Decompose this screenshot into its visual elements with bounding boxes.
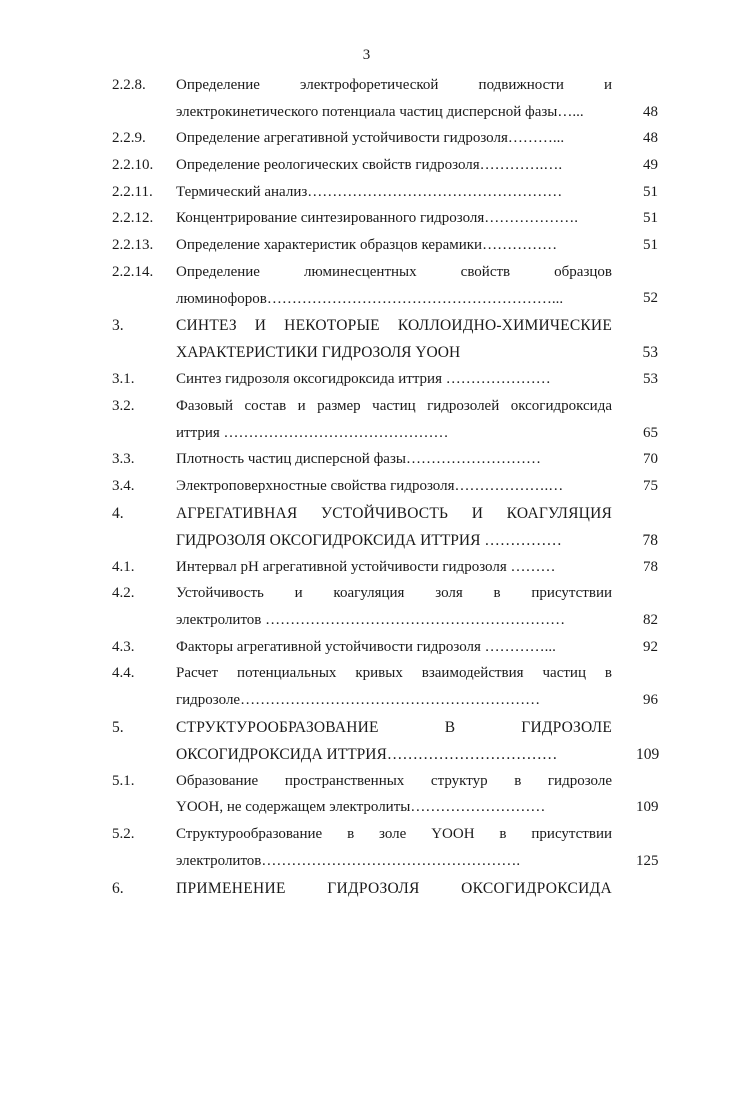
entry-number: 2.2.9.	[112, 130, 146, 147]
entry-title-line: Синтез гидрозоля оксогидроксида иттрия …………………	[176, 371, 551, 388]
entry-title-line: ГИДРОЗОЛЯ ОКСОГИДРОКСИДА ИТТРИЯ ……………	[176, 531, 562, 549]
entry-number: 3.4.	[112, 477, 135, 494]
toc-entry-3-4	[0, 473, 733, 500]
toc-entry-4-2	[0, 580, 733, 633]
entry-number: 2.2.10.	[112, 157, 154, 174]
entry-title-line: ОКСОГИДРОКСИДА ИТТРИЯ……………………………	[176, 745, 558, 763]
toc-entry-3-3	[0, 446, 733, 473]
entry-number: 2.2.11.	[112, 183, 153, 200]
entry-title-line: Определение люминесцентных свойств образцов	[176, 263, 612, 280]
toc-entry-2-2-9	[0, 125, 733, 152]
entry-number: 4.4.	[112, 665, 135, 682]
entry-title-line: Термический анализ……………………………………………	[176, 183, 563, 200]
entry-title-line: СИНТЕЗ И НЕКОТОРЫЕ КОЛЛОИДНО-ХИМИЧЕСКИЕ	[176, 317, 612, 335]
entry-page: 70	[643, 451, 658, 468]
toc-entry-2-2-12	[0, 205, 733, 232]
entry-title-line: Структурообразование в золе YOOH в присутствии	[176, 826, 612, 843]
entry-title-line: Фазовый состав и размер частиц гидрозолей оксогидроксида	[176, 397, 612, 414]
entry-title-line: Определение характеристик образцов керамики……………	[176, 237, 558, 254]
toc-entry-4-4	[0, 660, 733, 713]
entry-number: 4.1.	[112, 558, 135, 575]
entry-title-line: иттрия ………………………………………	[176, 424, 449, 441]
entry-page: 78	[643, 558, 658, 575]
entry-number: 3.3.	[112, 451, 135, 468]
entry-number: 2.2.8.	[112, 77, 146, 93]
entry-title-line: Определение электрофоретической подвижности и	[176, 77, 612, 93]
toc-entry-4	[0, 500, 733, 554]
toc-entry-2-2-8	[0, 72, 733, 125]
entry-number: 4.2.	[112, 585, 135, 602]
entry-number: 6.	[112, 879, 124, 897]
entry-title-line: Определение агрегативной устойчивости гидрозоля………...	[176, 130, 565, 147]
entry-title-line: СТРУКТУРООБРАЗОВАНИЕ В ГИДРОЗОЛЕ	[176, 718, 612, 736]
page-number: 3	[362, 47, 371, 63]
entry-title-line: Определение реологических свойств гидрозоля………….….	[176, 157, 563, 174]
entry-title-line: Факторы агрегативной устойчивости гидрозоля …………...	[176, 638, 556, 655]
entry-number: 5.2.	[112, 826, 135, 843]
entry-title-line: электролитов ……………………………………………………	[176, 612, 566, 628]
entry-page: 49	[643, 157, 658, 174]
entry-title-line: Устойчивость и коагуляция золя в присутствии	[176, 585, 612, 602]
entry-title-line: Концентрирование синтезированного гидрозоля……………….	[176, 210, 579, 227]
toc-entry-3	[0, 312, 733, 366]
entry-number: 3.	[112, 317, 124, 335]
entry-number: 2.2.12.	[112, 210, 154, 227]
entry-page: 51	[643, 237, 658, 254]
entry-title-line: электрокинетического потенциала частиц дисперсной фазы…...	[176, 103, 584, 120]
entry-title-line: люминофоров…………………………………………………...	[176, 290, 564, 307]
entry-page: 53	[642, 344, 658, 362]
entry-page: 92	[643, 638, 658, 655]
entry-title-line: Плотность частиц дисперсной фазы………………………	[176, 451, 541, 468]
toc-entry-5	[0, 714, 733, 768]
toc-entry-4-3	[0, 634, 733, 661]
entry-title-line: Расчет потенциальных кривых взаимодействия частиц в	[176, 665, 612, 682]
entry-title-line: АГРЕГАТИВНАЯ УСТОЙЧИВОСТЬ И КОАГУЛЯЦИЯ	[176, 504, 612, 522]
toc-entry-2-2-13	[0, 232, 733, 259]
entry-number: 5.1.	[112, 772, 135, 789]
entry-number: 2.2.13.	[112, 237, 154, 254]
toc-entry-3-2	[0, 393, 733, 446]
entry-title-line: электролитов…………………………………………….	[176, 852, 521, 869]
entry-number: 3.1.	[112, 371, 135, 388]
toc-entry-4-1	[0, 554, 733, 581]
entry-title-line: YOOH, не содержащем электролиты………………………	[176, 799, 546, 816]
toc-entry-6	[0, 875, 733, 902]
entry-page: 82	[643, 611, 658, 628]
entry-page: 52	[643, 290, 658, 307]
entry-page: 51	[643, 183, 658, 200]
toc-entry-2-2-10	[0, 152, 733, 179]
entry-page: 96	[643, 692, 658, 709]
entry-page: 109	[636, 745, 660, 763]
entry-page: 78	[642, 531, 658, 549]
entry-number: 4.	[112, 504, 124, 522]
toc-entry-2-2-11	[0, 179, 733, 206]
entry-title-line: Интервал pH агрегативной устойчивости гидрозоля ………	[176, 558, 556, 575]
entry-number: 3.2.	[112, 397, 135, 414]
entry-title-line: Образование пространственных структур в гидрозоле	[176, 772, 612, 789]
toc-entry-3-1	[0, 366, 733, 393]
table-of-contents	[0, 72, 733, 902]
entry-title-line: ПРИМЕНЕНИЕ ГИДРОЗОЛЯ ОКСОГИДРОКСИДА	[176, 879, 612, 897]
entry-number: 4.3.	[112, 638, 135, 655]
toc-entry-2-2-14	[0, 259, 733, 312]
toc-entry-5-1	[0, 768, 733, 821]
entry-page: 48	[643, 103, 658, 120]
entry-title-line: Электроповерхностные свойства гидрозоля……………….…	[176, 477, 564, 494]
entry-title-line: гидрозоле……………………………………………………	[176, 692, 541, 709]
entry-title-line: ХАРАКТЕРИСТИКИ ГИДРОЗОЛЯ YOOH	[176, 344, 461, 362]
entry-page: 48	[643, 130, 658, 147]
entry-number: 2.2.14.	[112, 263, 154, 280]
entry-page: 51	[643, 210, 658, 227]
entry-page: 75	[643, 477, 658, 494]
entry-page: 125	[636, 852, 659, 869]
toc-entry-5-2	[0, 821, 733, 874]
entry-page: 109	[636, 799, 659, 816]
entry-page: 53	[643, 371, 658, 388]
entry-number: 5.	[112, 718, 124, 736]
entry-page: 65	[643, 424, 658, 441]
